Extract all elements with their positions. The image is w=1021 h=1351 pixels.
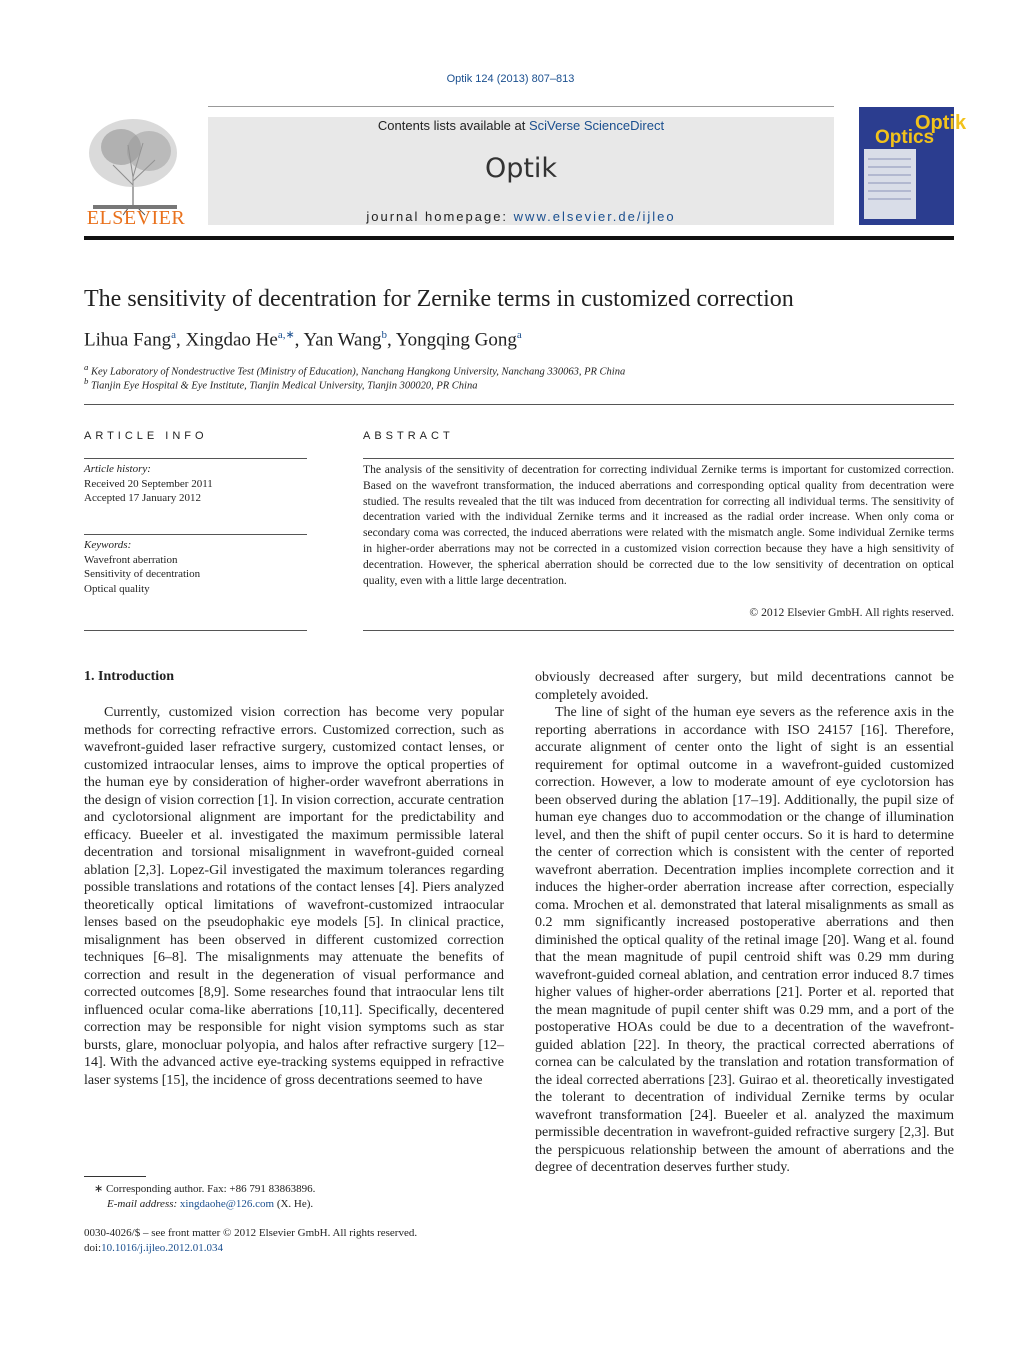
- homepage-link[interactable]: www.elsevier.de/ijleo: [513, 209, 676, 224]
- email-link[interactable]: xingdaohe@126.com: [179, 1197, 275, 1210]
- contents-line: [208, 118, 834, 133]
- affiliation-b: [84, 376, 477, 392]
- header-divider: [208, 106, 834, 107]
- affiliation-text: Key Laboratory of Nondestructive Test (Ministry of Education), Nanchang Hangkong University, Nanchang 330063, PR China: [91, 366, 626, 378]
- affiliation-mark: b: [84, 376, 89, 386]
- elsevier-logo: [83, 115, 187, 229]
- right-column: [535, 669, 954, 1177]
- corresponding-author-note: [94, 1182, 504, 1211]
- journal-name: Optik: [484, 153, 558, 184]
- affiliation-mark: a: [84, 362, 89, 372]
- journal-homepage: [208, 209, 834, 224]
- abstract-heading: ABSTRACT: [363, 430, 454, 442]
- author-name: Yan Wang: [303, 329, 382, 351]
- doi-prefix: doi:: [84, 1241, 102, 1254]
- author-affiliation-mark[interactable]: a: [516, 329, 522, 341]
- body-paragraph: obviously decreased after surgery, but mild decentrations cannot be completely avoided.: [535, 670, 954, 703]
- front-matter-note: [84, 1226, 504, 1255]
- author-name: Lihua Fang: [84, 329, 172, 351]
- divider: [363, 458, 954, 459]
- history-label: Article history:: [84, 463, 151, 475]
- article-history: [84, 462, 307, 506]
- corresponding-author: ∗ Corresponding author. Fax: +86 791 83863896.: [94, 1183, 316, 1195]
- divider: [363, 630, 954, 631]
- divider: [84, 404, 954, 405]
- affiliation-text: Tianjin Eye Hospital & Eye Institute, Tianjin Medical University, Tianjin 300020, PR China: [91, 380, 478, 392]
- received-date: Received 20 September 2011: [84, 477, 213, 490]
- journal-cover: [859, 107, 967, 225]
- article-info-heading: ARTICLE INFO: [84, 430, 208, 442]
- keyword: Wavefront aberration: [84, 553, 178, 566]
- author-separator: ,: [294, 329, 304, 351]
- divider: [84, 534, 307, 535]
- article-title: The sensitivity of decentration for Zernike terms in customized correction: [84, 286, 794, 312]
- divider: [84, 458, 307, 459]
- sciencedirect-link[interactable]: SciVerse ScienceDirect: [528, 118, 665, 133]
- body-paragraph: The line of sight of the human eye severs as the reference axis in the reporting aberrations in accordance with ISO 24157 [16]. Therefore, accurate alignment of center onto the light of sight is an essential requirement for optimal outcome in a wavefront-guided customized correction. However, a low to moderate amount of eye cyclotorsion has been observed during the ablation [17–19]. Additionally, the pupil size of human eye changes duo to accommodation or the change of illumination level, and then the shift of pupil center occurs. So it is hard to determine the center of correction which is consistent with the center of reported wavefront aberration. Decentration implies incomplete correction and it induces the higher-order aberration increase after correction, especially coma. Mrochen et al. demonstrated that lateral misalignments as small as 0.2 mm significantly increased postoperative aberrations and then diminished the optical quality of the retinal image [20]. Wang et al. found that the mean magnitude of pupil centroid shift was 0.29 mm during wavefront-guided corneal ablation, and centration error induced 8.7 times higher values of higher-order aberrations [21]. Porter et al. reported that the mean magnitude of pupil center shift was 0.29 mm, and a port of the postoperative HOAs could be due to a decentration of the wavefront-guided ablation [22]. In theory, the practical corrected aberrations of cornea can be calculated by the translation and rotation transformation of the ideal corrected aberrations [23]. Guirao et al. theoretically investigated the tolerant to decentration of individual Zernike terms by ocular wavefront transformation [24]. Bueeler et al. analyzed the maximum permissible decentration in wavefront-guided refractive surgery [2,3]. But the perspicuous relationship between the amount of aberrations and the degree of decentration deserves further study.: [535, 705, 954, 1175]
- contents-prefix: Contents lists available at: [377, 118, 529, 133]
- journal-citation[interactable]: Optik 124 (2013) 807–813: [446, 73, 575, 85]
- elsevier-wordmark: ELSEVIER: [86, 207, 186, 229]
- issn-line: 0030-4026/$ – see front matter © 2012 Elsevier GmbH. All rights reserved.: [84, 1227, 418, 1239]
- author-affiliation-mark[interactable]: b: [381, 329, 387, 341]
- email-suffix: (X. He).: [274, 1197, 314, 1210]
- author-name: Yongqing Gong: [395, 329, 517, 351]
- keywords-label: Keywords:: [84, 539, 132, 551]
- abstract-text: The analysis of the sensitivity of decentration for correcting individual Zernike terms is important for customized correction. Based on the wavefront transformation, the induced aberrations and corresponding optical quality from decentration were studied. The results revealed that the tilt was induced from decentration for correcting all individual terms. The sensitivity of decentration varied with the individual Zernike terms and it increased as the radial order increase. When only coma or secondary coma was corrected, the induced aberrations were related with the mismatch angle. Some individual Zernike terms in higher-order aberrations may not be corrected in a customized vision correction because they have a high sensitivity of decentration. However, the spherical aberration should be corrected due to the low sensitivity of decentration on optical quality, even with a little large decentration.: [363, 463, 954, 587]
- keyword: Sensitivity of decentration: [84, 568, 201, 580]
- body-paragraph: Currently, customized vision correction has become very popular methods for correcting refractive errors. Customized correction, such as wavefront-guided laser refractive surgery, customized contact lenses, or customized intraocular lenses, aims to improve the optical properties of the human eye by consideration of higher-order wavefront aberrations in the design of vision correction [1]. In vision correction, accurate centration and cyclotorsional alignment are important for the predictability and efficacy. Bueeler et al. investigated the maximum permissible lateral decentration and torsional misalignment in wavefront-guided corneal ablation [2,3]. Lopez-Gil investigated the maximum tolerances regarding possible translations and rotations of the contact lenses [4]. Piers analyzed theoretically optical limitations of wavefront-customized intraocular lenses based on the pseudophakic eye models [5]. In clinical practice, misalignment has been observed in different customized correction techniques [6–8]. The misalignments may attenuate the benefits of correction and result in the degeneration of visual performance and corrected outcomes [8,9]. Some researches found that intraocular lens tilt influenced ocular coma-like aberrations [10,11]. Specifically, decentered correction may be responsible for night vision symptoms such as star bursts, glare, monocluar polyopia, and halos after refractive surgery [12–14]. With the advanced active eye-tracking systems equipped in refractive laser systems [15], the incidence of gross decentrations seemed to have: [84, 705, 504, 1088]
- footnote-rule: [84, 1176, 146, 1177]
- author-name: Xingdao He: [185, 329, 278, 351]
- cover-title: Optik: [915, 112, 967, 134]
- author-list: [84, 328, 522, 351]
- author-separator: ,: [175, 329, 186, 351]
- cover-subtitle: Optics: [875, 127, 935, 148]
- section-heading: 1. Introduction: [84, 669, 174, 684]
- author-affiliation-mark[interactable]: a,∗: [277, 329, 295, 341]
- keyword: Optical quality: [84, 582, 150, 595]
- keywords-block: [84, 538, 307, 596]
- doi-link[interactable]: 10.1016/j.ijleo.2012.01.034: [101, 1241, 224, 1254]
- accepted-date: Accepted 17 January 2012: [84, 492, 201, 504]
- homepage-prefix: journal homepage:: [366, 209, 514, 224]
- cover-image-icon: [859, 107, 967, 225]
- author-affiliation-mark[interactable]: a: [171, 329, 176, 341]
- email-label: E-mail address:: [107, 1197, 180, 1210]
- author-separator: ,: [386, 329, 396, 351]
- header-thick-rule: [84, 236, 954, 240]
- divider: [84, 630, 307, 631]
- left-column: [84, 704, 504, 1089]
- copyright-notice: © 2012 Elsevier GmbH. All rights reserved.: [749, 606, 954, 619]
